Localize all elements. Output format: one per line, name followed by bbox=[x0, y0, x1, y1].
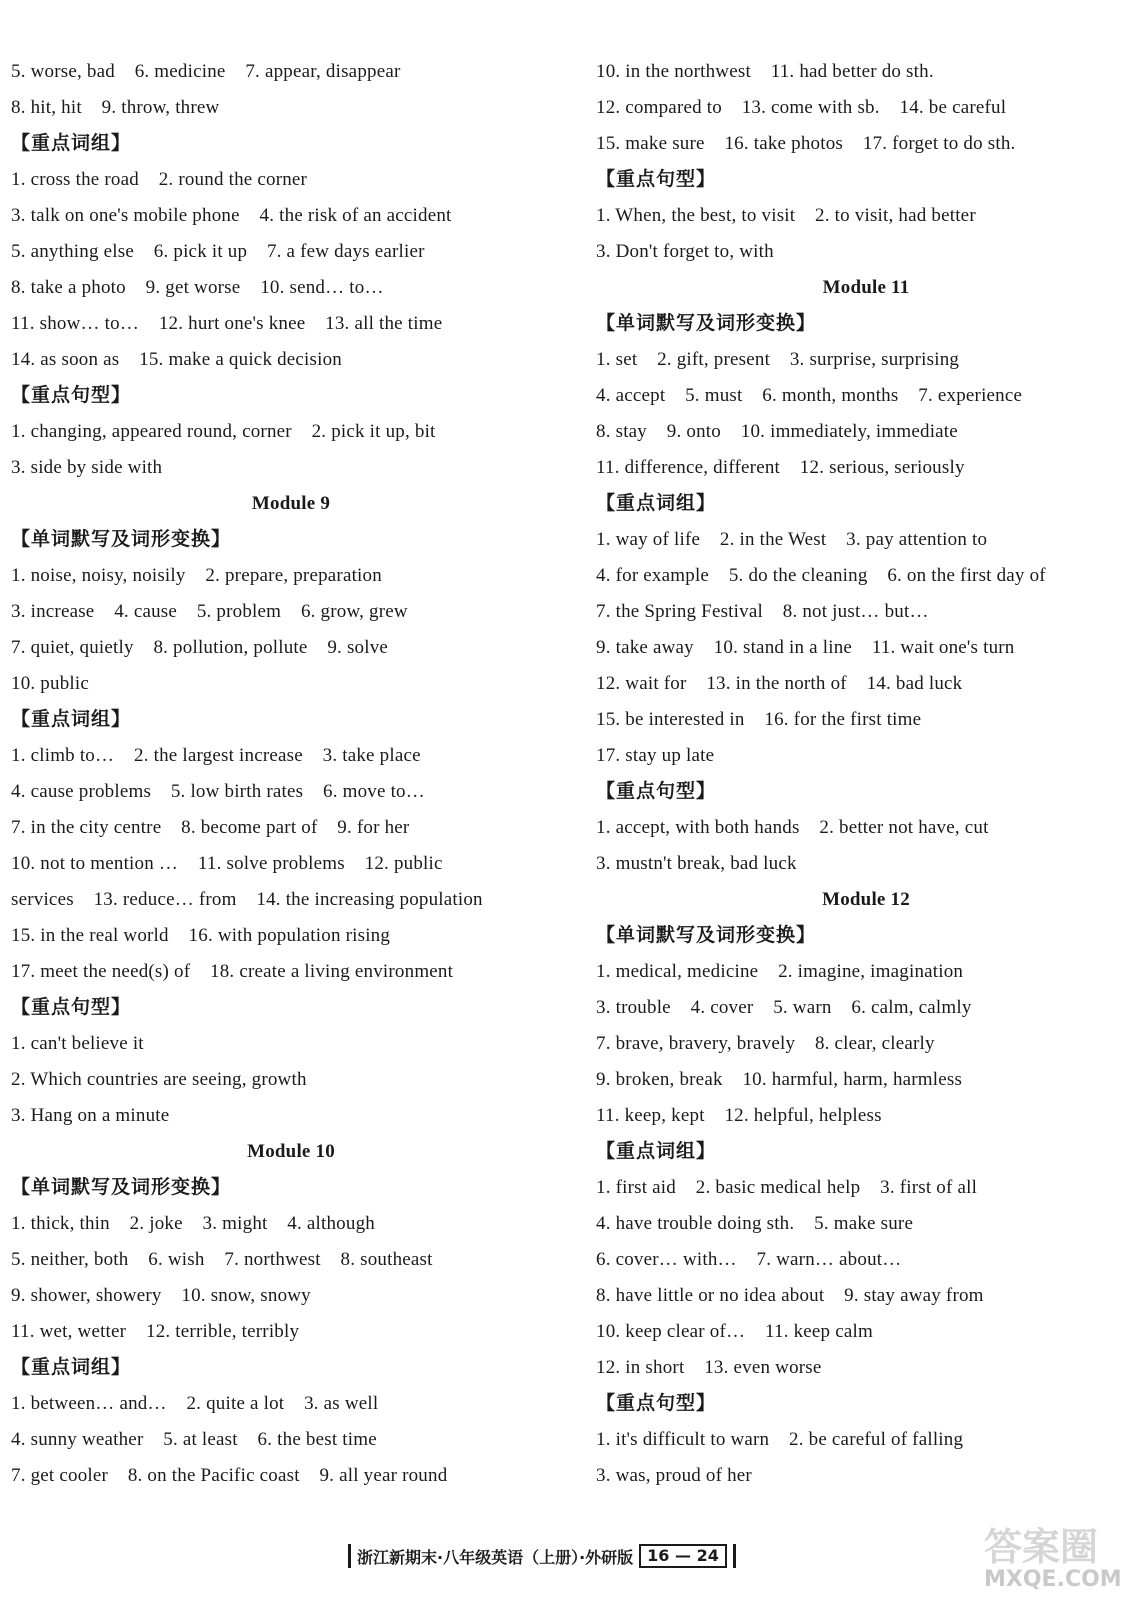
answer-line: 3. Hang on a minute bbox=[11, 1105, 170, 1126]
answer-line: 3. talk on one's mobile phone 4. the risk of an accident bbox=[11, 205, 452, 226]
answer-line: 9. shower, showery 10. snow, snowy bbox=[11, 1285, 311, 1306]
section-heading: 【单词默写及词形变换】 bbox=[596, 925, 817, 946]
right-column bbox=[596, 54, 1136, 1494]
answer-line: 8. hit, hit 9. throw, threw bbox=[11, 97, 220, 118]
answer-line: 3. was, proud of her bbox=[596, 1465, 752, 1486]
answer-line: 1. noise, noisy, noisily 2. prepare, preparation bbox=[11, 565, 382, 586]
answer-line: 1. When, the best, to visit 2. to visit, had better bbox=[596, 205, 976, 226]
answer-line: 12. compared to 13. come with sb. 14. be careful bbox=[596, 97, 1007, 118]
answer-line: 1. set 2. gift, present 3. surprise, surprising bbox=[596, 349, 960, 370]
watermark bbox=[980, 1514, 1130, 1594]
answer-line: 11. keep, kept 12. helpful, helpless bbox=[596, 1105, 882, 1126]
answer-line: 5. worse, bad 6. medicine 7. appear, disappear bbox=[11, 61, 401, 82]
answer-line: 15. make sure 16. take photos 17. forget to do sth. bbox=[596, 133, 1016, 154]
answer-line: 12. in short 13. even worse bbox=[596, 1357, 822, 1378]
answer-line: 1. climb to… 2. the largest increase 3. take place bbox=[11, 745, 421, 766]
answer-line: 15. in the real world 16. with population rising bbox=[11, 925, 391, 946]
answer-line: 17. stay up late bbox=[596, 745, 715, 766]
answer-line: 17. meet the need(s) of 18. create a living environment bbox=[11, 961, 454, 982]
answer-line: 1. way of life 2. in the West 3. pay attention to bbox=[596, 529, 988, 550]
section-heading: 【重点句型】 bbox=[11, 997, 132, 1018]
answer-line: 4. sunny weather 5. at least 6. the best time bbox=[11, 1429, 377, 1450]
answer-line: 1. accept, with both hands 2. better not have, cut bbox=[596, 817, 989, 838]
answer-line: 4. have trouble doing sth. 5. make sure bbox=[596, 1213, 914, 1234]
answer-line: 5. neither, both 6. wish 7. northwest 8. southeast bbox=[11, 1249, 433, 1270]
section-heading: 【重点句型】 bbox=[11, 385, 132, 406]
answer-line: 1. can't believe it bbox=[11, 1033, 144, 1054]
answer-line: 7. the Spring Festival 8. not just… but… bbox=[596, 601, 929, 622]
page-footer bbox=[348, 1543, 736, 1569]
answer-line: 7. in the city centre 8. become part of 9. for her bbox=[11, 817, 410, 838]
section-heading: 【重点词组】 bbox=[596, 1141, 717, 1162]
answer-line: 3. trouble 4. cover 5. warn 6. calm, calmly bbox=[596, 997, 972, 1018]
answer-line: 3. side by side with bbox=[11, 457, 163, 478]
answer-line: 4. accept 5. must 6. month, months 7. experience bbox=[596, 385, 1023, 406]
answer-line: 8. have little or no idea about 9. stay away from bbox=[596, 1285, 984, 1306]
answer-line: 15. be interested in 16. for the first time bbox=[596, 709, 922, 730]
answer-line: 3. mustn't break, bad luck bbox=[596, 853, 797, 874]
answer-line: 7. get cooler 8. on the Pacific coast 9. all year round bbox=[11, 1465, 448, 1486]
answer-line: 10. keep clear of… 11. keep calm bbox=[596, 1321, 873, 1342]
answer-line: 5. anything else 6. pick it up 7. a few days earlier bbox=[11, 241, 425, 262]
section-heading: 【重点句型】 bbox=[596, 781, 717, 802]
section-heading: 【重点词组】 bbox=[11, 1357, 132, 1378]
answer-line: 9. take away 10. stand in a line 11. wait one's turn bbox=[596, 637, 1015, 658]
answer-line: 10. in the northwest 11. had better do sth. bbox=[596, 61, 934, 82]
answer-line: 1. between… and… 2. quite a lot 3. as well bbox=[11, 1393, 379, 1414]
section-heading: 【重点词组】 bbox=[11, 133, 132, 154]
answer-line: 7. brave, bravery, bravely 8. clear, clearly bbox=[596, 1033, 935, 1054]
answer-line: 12. wait for 13. in the north of 14. bad luck bbox=[596, 673, 963, 694]
footer-page-range: 16 — 24 bbox=[639, 1544, 727, 1568]
module-title: Module 10 bbox=[247, 1141, 335, 1162]
answer-line: 10. not to mention … 11. solve problems 12. public bbox=[11, 853, 443, 874]
footer-bar-left bbox=[348, 1544, 351, 1568]
watermark-site: MXQE.COM bbox=[984, 1567, 1122, 1592]
footer-bar-right bbox=[733, 1544, 736, 1568]
answer-line: 4. cause problems 5. low birth rates 6. move to… bbox=[11, 781, 425, 802]
section-heading: 【单词默写及词形变换】 bbox=[11, 529, 232, 550]
section-heading: 【重点句型】 bbox=[596, 1393, 717, 1414]
answer-line: 11. difference, different 12. serious, seriously bbox=[596, 457, 965, 478]
section-heading: 【重点句型】 bbox=[596, 169, 717, 190]
answer-line: 14. as soon as 15. make a quick decision bbox=[11, 349, 343, 370]
answer-line: 1. it's difficult to warn 2. be careful of falling bbox=[596, 1429, 964, 1450]
section-heading: 【重点词组】 bbox=[596, 493, 717, 514]
answer-line: 6. cover… with… 7. warn… about… bbox=[596, 1249, 902, 1270]
answer-line: services 13. reduce… from 14. the increasing population bbox=[11, 889, 483, 910]
answer-line: 2. Which countries are seeing, growth bbox=[11, 1069, 307, 1090]
answer-line: 9. broken, break 10. harmful, harm, harmless bbox=[596, 1069, 963, 1090]
module-title: Module 11 bbox=[822, 277, 910, 298]
answer-line: 1. medical, medicine 2. imagine, imagination bbox=[596, 961, 964, 982]
section-heading: 【重点词组】 bbox=[11, 709, 132, 730]
section-heading: 【单词默写及词形变换】 bbox=[11, 1177, 232, 1198]
answer-line: 1. thick, thin 2. joke 3. might 4. although bbox=[11, 1213, 375, 1234]
answer-line: 3. increase 4. cause 5. problem 6. grow, grew bbox=[11, 601, 408, 622]
answer-line: 8. stay 9. onto 10. immediately, immediate bbox=[596, 421, 958, 442]
watermark-logo: 答案圈 bbox=[984, 1525, 1099, 1569]
answer-line: 11. wet, wetter 12. terrible, terribly bbox=[11, 1321, 300, 1342]
answer-line: 3. Don't forget to, with bbox=[596, 241, 774, 262]
module-title: Module 12 bbox=[822, 889, 910, 910]
section-heading: 【单词默写及词形变换】 bbox=[596, 313, 817, 334]
answer-line: 8. take a photo 9. get worse 10. send… to… bbox=[11, 277, 384, 298]
answer-line: 1. cross the road 2. round the corner bbox=[11, 169, 308, 190]
answer-line: 11. show… to… 12. hurt one's knee 13. all the time bbox=[11, 313, 443, 334]
answer-line: 1. first aid 2. basic medical help 3. first of all bbox=[596, 1177, 978, 1198]
answer-line: 4. for example 5. do the cleaning 6. on the first day of bbox=[596, 565, 1046, 586]
module-title: Module 9 bbox=[251, 493, 331, 514]
left-column bbox=[11, 54, 571, 1494]
answer-line: 7. quiet, quietly 8. pollution, pollute 9. solve bbox=[11, 637, 389, 658]
answer-line: 1. changing, appeared round, corner 2. pick it up, bit bbox=[11, 421, 436, 442]
footer-title: 浙江新期末·八年级英语（上册）·外研版 bbox=[357, 1547, 634, 1567]
answer-line: 10. public bbox=[11, 673, 89, 694]
